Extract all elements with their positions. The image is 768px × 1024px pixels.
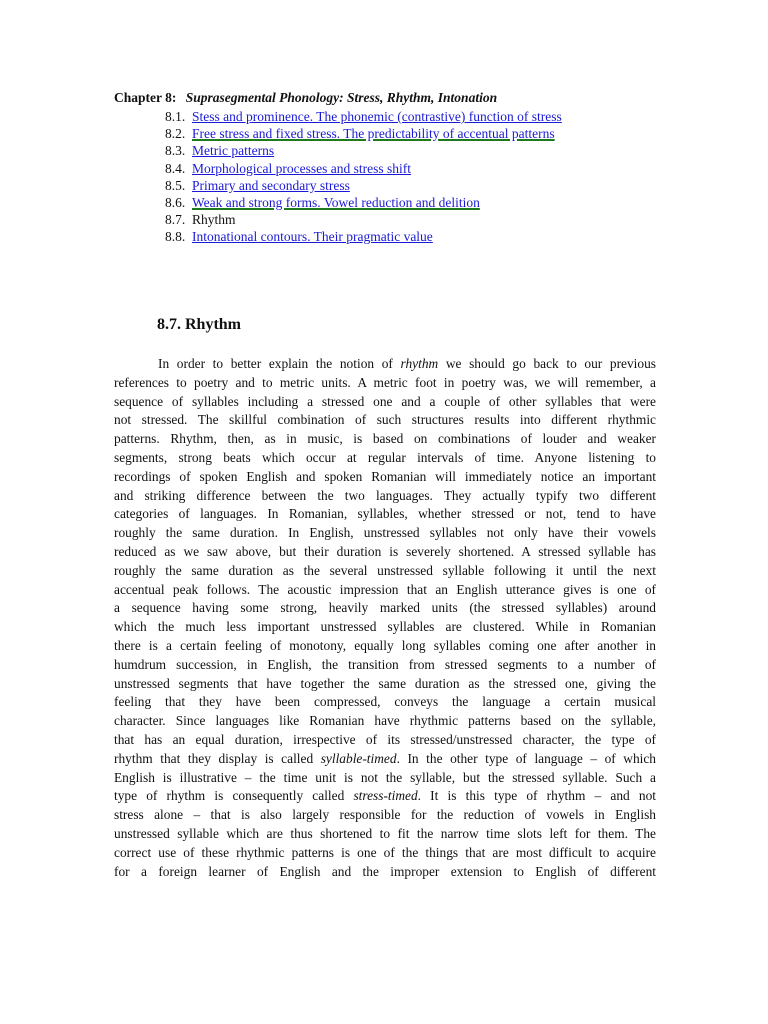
paragraph-line — [114, 393, 656, 412]
text-run: recordings of spoken English and spoken Romanian will immediately notice an important — [114, 468, 656, 484]
paragraph-line — [114, 599, 656, 618]
toc-item — [165, 228, 562, 245]
paragraph-line — [114, 731, 656, 750]
toc-link[interactable]: Intonational contours. Their pragmatic value — [192, 229, 433, 245]
text-run: accentual peak follows. The acoustic impression that an English utterance gives is one of — [114, 581, 656, 597]
table-of-contents — [165, 108, 562, 246]
paragraph-line — [114, 618, 656, 637]
section-heading: 8.7. Rhythm — [157, 316, 242, 333]
paragraph-line — [114, 806, 656, 825]
paragraph-line — [114, 411, 656, 430]
text-run: roughly the same duration. In English, unstressed syllables not only have their vowels — [114, 525, 656, 541]
toc-item-number: 8.1. — [165, 109, 186, 124]
toc-item-number: 8.4. — [165, 160, 186, 176]
chapter-header — [114, 90, 497, 106]
text-run: we should go back to our previous — [438, 356, 656, 371]
paragraph-line — [114, 468, 656, 487]
paragraph-line — [114, 374, 656, 393]
toc-item-number: 8.2. — [165, 126, 186, 142]
paragraph-line — [114, 637, 656, 656]
toc-item — [165, 160, 562, 177]
text-run: stress alone – that is also largely responsible for the reduction of vowels in English — [114, 807, 656, 823]
paragraph-line — [114, 449, 656, 468]
toc-item — [165, 142, 562, 159]
text-run: and striking difference between the two languages. They actually typify two different — [114, 487, 656, 503]
text-run: type of rhythm is consequently called — [114, 788, 354, 804]
chapter-title: Suprasegmental Phonology: Stress, Rhythm, Intonation — [185, 90, 498, 105]
italic-term: stress-timed — [353, 788, 418, 804]
paragraph-line — [114, 562, 656, 581]
toc-item-number: 8.6. — [165, 194, 186, 210]
chapter-number: Chapter 8: — [114, 90, 177, 105]
toc-item — [165, 211, 562, 228]
paragraph-line — [114, 487, 656, 506]
text-run: for a foreign learner of English and the improper extension to English of different — [114, 863, 656, 879]
text-run: sequence of syllables including a stressed one and a couple of other syllables that were — [114, 393, 656, 409]
toc-link[interactable]: Free stress and fixed stress. The predictability of accentual patterns — [192, 126, 555, 142]
text-run: feeling that they have been compressed, conveys the language a certain musical — [114, 694, 656, 710]
paragraph-line — [114, 787, 656, 806]
paragraph-line — [114, 693, 656, 712]
toc-link[interactable]: Morphological processes and stress shift — [192, 160, 411, 176]
paragraph-line — [114, 581, 656, 600]
toc-item — [165, 108, 562, 125]
text-run: that has an equal duration, irrespective of its stressed/unstressed character, the type of — [114, 731, 656, 747]
italic-term: rhythm — [400, 356, 439, 371]
paragraph-line — [114, 825, 656, 844]
text-run: there is a certain feeling of monotony, equally long syllables coming one after another in — [114, 637, 656, 653]
text-run: humdrum succession, in English, the transition from stressed segments to a number of — [114, 656, 656, 672]
text-run: rhythm that they display is called — [114, 750, 321, 766]
toc-item-number: 8.5. — [165, 177, 186, 193]
text-run: roughly the same duration as the several unstressed syllable following it until the next — [114, 562, 656, 578]
toc-item-number: 8.8. — [165, 229, 186, 245]
toc-item-number: 8.3. — [165, 143, 186, 159]
paragraph-line — [114, 863, 656, 882]
paragraph-line — [114, 844, 656, 863]
text-run: . In the other type of language – of which — [396, 750, 657, 766]
text-run: patterns. Rhythm, then, as in music, is based on combinations of louder and weaker — [114, 431, 656, 447]
toc-link[interactable]: Weak and strong forms. Vowel reduction and delition — [192, 194, 480, 210]
text-run: which the much less important unstressed syllables are clustered. While in Romanian — [114, 619, 656, 635]
text-run: character. Since languages like Romanian have rhythmic patterns based on the syllable, — [114, 713, 656, 729]
toc-item — [165, 177, 562, 194]
text-run: English is illustrative – the time unit is not the syllable, but the stressed syllable. Such a — [114, 769, 656, 785]
text-run: unstressed segments that have together the same duration as the stressed one, giving the — [114, 675, 656, 691]
paragraph-line — [114, 505, 656, 524]
paragraph-line — [114, 750, 656, 769]
text-run: references to poetry and to metric units. A metric foot in poetry was, we will remember, a — [114, 374, 656, 390]
text-run: not stressed. The skillful combination of such structures results into different rhythmic — [114, 412, 656, 428]
text-run: categories of languages. In Romanian, syllables, whether stressed or not, tend to have — [114, 506, 656, 522]
paragraph-line — [114, 656, 656, 675]
paragraph-line — [114, 675, 656, 694]
text-run: segments, strong beats which occur at regular intervals of time. Anyone listening to — [114, 449, 656, 465]
toc-link[interactable]: Stess and prominence. The phonemic (contrastive) function of stress — [192, 109, 562, 124]
toc-link[interactable]: Metric patterns — [192, 143, 275, 159]
text-run: unstressed syllable which are thus shortened to fit the narrow time slots left for them. The — [114, 825, 656, 841]
body-paragraph — [114, 355, 656, 881]
text-run: . It is this type of rhythm – and not — [417, 788, 656, 804]
paragraph-line — [114, 430, 656, 449]
paragraph-line — [114, 712, 656, 731]
text-run: a sequence having some strong, heavily marked units (the stressed syllables) around — [114, 600, 656, 616]
toc-item — [165, 125, 562, 142]
toc-item — [165, 194, 562, 211]
paragraph-line — [114, 355, 656, 374]
text-run: correct use of these rhythmic patterns is one of the things that are most difficult to acquire — [114, 844, 656, 860]
toc-current-item: Rhythm — [192, 212, 236, 228]
paragraph-line — [114, 769, 656, 788]
text-run: In order to better explain the notion of — [158, 356, 401, 371]
toc-link[interactable]: Primary and secondary stress — [192, 177, 350, 193]
paragraph-line — [114, 524, 656, 543]
paragraph-line — [114, 543, 656, 562]
toc-item-number: 8.7. — [165, 212, 186, 228]
italic-term: syllable-timed — [320, 750, 397, 766]
text-run: reduced as we saw above, but their duration is severely shortened. A stressed syllable has — [114, 543, 656, 559]
